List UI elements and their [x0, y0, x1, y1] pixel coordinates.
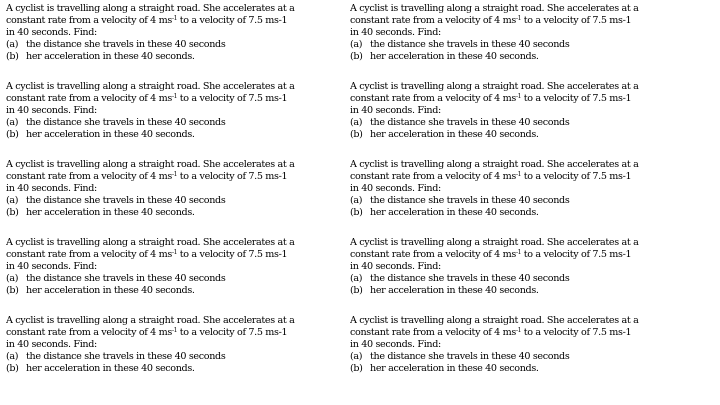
- problem-line-1: A cyclist is travelling along a straight road. She accelerates at a: [6, 3, 295, 14]
- part-b-label: (b): [6, 51, 19, 62]
- part-b: [350, 285, 694, 297]
- problem-line-3: in 40 seconds. Find:: [6, 339, 97, 350]
- part-b-text: her acceleration in these 40 seconds.: [370, 129, 539, 140]
- part-a-text: the distance she travels in these 40 seconds: [370, 117, 570, 128]
- problem-line-3: in 40 seconds. Find:: [350, 339, 441, 350]
- superscript-exponent: -1: [171, 327, 178, 334]
- part-a-text: the distance she travels in these 40 seconds: [26, 117, 226, 128]
- part-a-label: (a): [6, 273, 19, 284]
- part-a: [6, 273, 350, 285]
- part-b-label: (b): [6, 285, 19, 296]
- part-a-label: (a): [350, 39, 363, 50]
- part-b-text: her acceleration in these 40 seconds.: [26, 207, 195, 218]
- part-a-text: the distance she travels in these 40 seconds: [370, 273, 570, 284]
- problem-line-1: A cyclist is travelling along a straight road. She accelerates at a: [350, 237, 639, 248]
- problem-line-2: constant rate from a velocity of 4 $ms^{-1}$ to a velocity of 7.5 ms-1: [350, 249, 632, 260]
- part-b-label: (b): [6, 207, 19, 218]
- part-a-label: (a): [6, 195, 19, 206]
- part-a-label: (a): [6, 117, 19, 128]
- part-b-label: (b): [6, 129, 19, 140]
- part-a: [350, 273, 694, 285]
- part-a-label: (a): [350, 351, 363, 362]
- part-a: [350, 117, 694, 129]
- problem-line-1: A cyclist is travelling along a straight road. She accelerates at a: [350, 159, 639, 170]
- part-a-label: (a): [350, 117, 363, 128]
- superscript-exponent: -1: [515, 171, 522, 178]
- part-a-label: (a): [6, 351, 19, 362]
- problem-line-1: A cyclist is travelling along a straight road. She accelerates at a: [6, 315, 295, 326]
- problem-line-2: constant rate from a velocity of 4 $ms^{-1}$ to a velocity of 7.5 ms-1: [6, 93, 288, 104]
- problem-line-1: A cyclist is travelling along a straight road. She accelerates at a: [350, 81, 639, 92]
- problem-line-3: in 40 seconds. Find:: [350, 261, 441, 272]
- superscript-exponent: -1: [171, 93, 178, 100]
- superscript-exponent: -1: [515, 15, 522, 22]
- problem-card: [350, 3, 694, 81]
- part-b-text: her acceleration in these 40 seconds.: [26, 363, 195, 374]
- problem-line-3: in 40 seconds. Find:: [350, 105, 441, 116]
- part-b: [6, 51, 350, 63]
- part-b-label: (b): [350, 207, 363, 218]
- problem-line-3: in 40 seconds. Find:: [6, 105, 97, 116]
- problem-card: [350, 315, 694, 393]
- part-a: [6, 351, 350, 363]
- part-b-text: her acceleration in these 40 seconds.: [26, 129, 195, 140]
- part-b: [350, 363, 694, 375]
- part-b: [6, 207, 350, 219]
- problem-card: [6, 237, 350, 315]
- problem-line-2: constant rate from a velocity of 4 $ms^{-1}$ to a velocity of 7.5 ms-1: [6, 327, 288, 338]
- problem-card: [350, 81, 694, 159]
- part-b-label: (b): [6, 363, 19, 374]
- part-a: [6, 117, 350, 129]
- part-b: [6, 129, 350, 141]
- problem-line-3: in 40 seconds. Find:: [6, 261, 97, 272]
- part-a-text: the distance she travels in these 40 seconds: [26, 39, 226, 50]
- problem-line-2: constant rate from a velocity of 4 $ms^{-1}$ to a velocity of 7.5 ms-1: [350, 171, 632, 182]
- part-a: [350, 351, 694, 363]
- problem-card: [6, 159, 350, 237]
- part-a-text: the distance she travels in these 40 seconds: [26, 351, 226, 362]
- problem-card: [6, 315, 350, 393]
- part-b-text: her acceleration in these 40 seconds.: [26, 285, 195, 296]
- problem-line-1: A cyclist is travelling along a straight road. She accelerates at a: [350, 3, 639, 14]
- part-a-text: the distance she travels in these 40 seconds: [370, 39, 570, 50]
- part-a-text: the distance she travels in these 40 seconds: [26, 195, 226, 206]
- part-b-text: her acceleration in these 40 seconds.: [370, 363, 539, 374]
- superscript-exponent: -1: [515, 249, 522, 256]
- problem-line-2: constant rate from a velocity of 4 $ms^{-1}$ to a velocity of 7.5 ms-1: [350, 15, 632, 26]
- superscript-exponent: -1: [515, 327, 522, 334]
- part-b-label: (b): [350, 129, 363, 140]
- superscript-exponent: -1: [171, 171, 178, 178]
- problem-line-1: A cyclist is travelling along a straight road. She accelerates at a: [350, 315, 639, 326]
- part-b-label: (b): [350, 363, 363, 374]
- part-b: [6, 285, 350, 297]
- problem-line-1: A cyclist is travelling along a straight road. She accelerates at a: [6, 159, 295, 170]
- problem-card: [6, 3, 350, 81]
- part-b-text: her acceleration in these 40 seconds.: [370, 51, 539, 62]
- part-a: [6, 195, 350, 207]
- problem-line-3: in 40 seconds. Find:: [350, 183, 441, 194]
- part-b-label: (b): [350, 51, 363, 62]
- part-a: [350, 195, 694, 207]
- part-b: [350, 129, 694, 141]
- problem-line-2: constant rate from a velocity of 4 $ms^{-1}$ to a velocity of 7.5 ms-1: [6, 249, 288, 260]
- part-b-text: her acceleration in these 40 seconds.: [26, 51, 195, 62]
- worksheet-grid: [6, 3, 716, 393]
- part-a: [6, 39, 350, 51]
- part-b: [6, 363, 350, 375]
- superscript-exponent: -1: [171, 249, 178, 256]
- problem-line-2: constant rate from a velocity of 4 $ms^{-1}$ to a velocity of 7.5 ms-1: [6, 171, 288, 182]
- problem-line-2: constant rate from a velocity of 4 $ms^{-1}$ to a velocity of 7.5 ms-1: [6, 15, 288, 26]
- problem-card: [350, 159, 694, 237]
- part-a-label: (a): [6, 39, 19, 50]
- problem-card: [6, 81, 350, 159]
- part-a-label: (a): [350, 195, 363, 206]
- superscript-exponent: -1: [515, 93, 522, 100]
- part-a-label: (a): [350, 273, 363, 284]
- part-a: [350, 39, 694, 51]
- part-a-text: the distance she travels in these 40 seconds: [370, 351, 570, 362]
- part-b: [350, 51, 694, 63]
- part-a-text: the distance she travels in these 40 seconds: [26, 273, 226, 284]
- problem-line-1: A cyclist is travelling along a straight road. She accelerates at a: [6, 237, 295, 248]
- problem-line-2: constant rate from a velocity of 4 $ms^{-1}$ to a velocity of 7.5 ms-1: [350, 93, 632, 104]
- part-b-text: her acceleration in these 40 seconds.: [370, 285, 539, 296]
- problem-line-2: constant rate from a velocity of 4 $ms^{-1}$ to a velocity of 7.5 ms-1: [350, 327, 632, 338]
- problem-line-3: in 40 seconds. Find:: [6, 183, 97, 194]
- part-b-label: (b): [350, 285, 363, 296]
- superscript-exponent: -1: [171, 15, 178, 22]
- problem-card: [350, 237, 694, 315]
- part-a-text: the distance she travels in these 40 seconds: [370, 195, 570, 206]
- problem-line-3: in 40 seconds. Find:: [350, 27, 441, 38]
- problem-line-3: in 40 seconds. Find:: [6, 27, 97, 38]
- problem-line-1: A cyclist is travelling along a straight road. She accelerates at a: [6, 81, 295, 92]
- part-b: [350, 207, 694, 219]
- part-b-text: her acceleration in these 40 seconds.: [370, 207, 539, 218]
